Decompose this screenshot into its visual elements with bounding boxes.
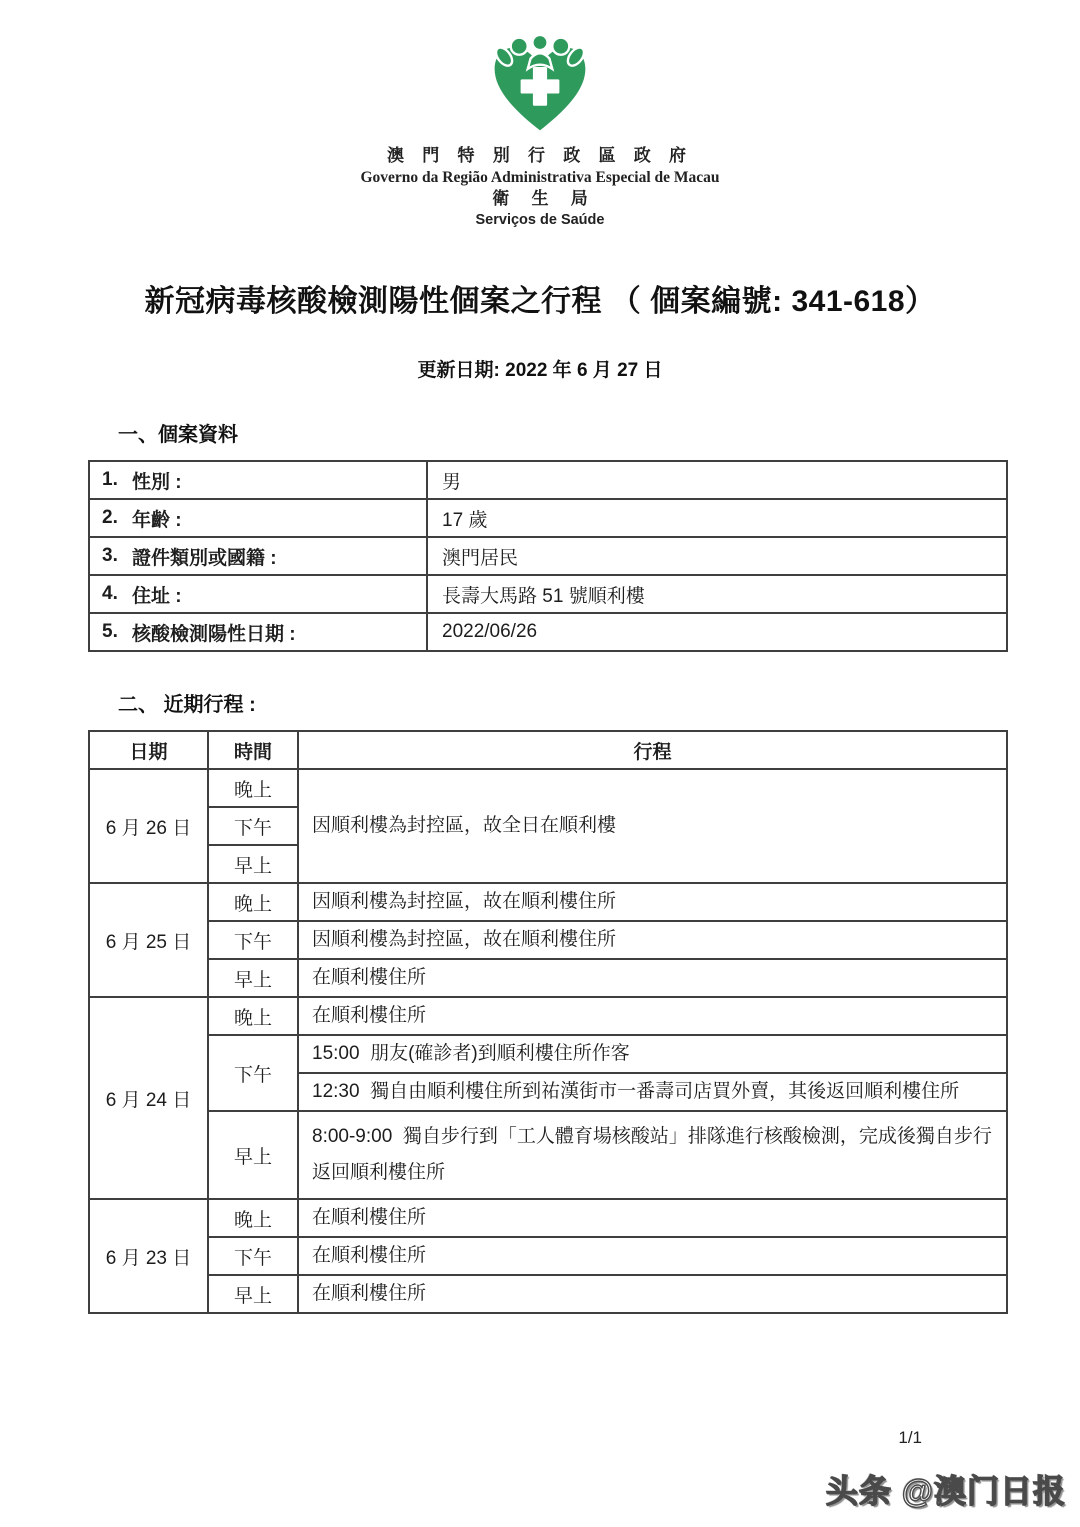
time-cell: 晚上 [208,769,298,807]
health-bureau-heart-logo [481,33,599,137]
health-bureau-name-zh: 衛 生 局 [492,189,588,208]
time-cell: 晚上 [208,883,298,921]
case-info-label: 2. 年齡 : [89,499,427,537]
table-row [89,997,1007,1035]
table-row [89,575,1007,613]
news-watermark: 头条 @澳门日报 [825,1473,1066,1509]
table-row [89,921,1007,959]
table-row [89,1199,1007,1237]
table-row [89,769,1007,807]
table-row [89,537,1007,575]
column-header-itinerary: 行程 [298,731,1007,769]
itinerary-cell: 在順利樓住所 [298,1275,1007,1313]
date-cell: 6 月 25 日 [89,883,208,997]
case-info-label: 5. 核酸檢測陽性日期 : [89,613,427,651]
case-info-value: 長壽大馬路 51 號順利樓 [427,575,1007,613]
itinerary-cell: 因順利樓為封控區，故全日在順利樓 [298,769,1007,883]
section1-heading: 一、個案資料 [118,424,238,446]
table-row [89,1111,1007,1199]
column-header-date: 日期 [89,731,208,769]
table-row [89,959,1007,997]
date-cell: 6 月 26 日 [89,769,208,883]
itinerary-cell: 8:00-9:00 獨自步行到「工人體育場核酸站」排隊進行核酸檢測，完成後獨自步行返回順利樓住所 [298,1111,1007,1199]
time-cell: 早上 [208,959,298,997]
government-name-pt: Governo da Região Administrativa Especial de Macau [360,169,720,186]
itinerary-cell: 因順利樓為封控區，故在順利樓住所 [298,883,1007,921]
case-info-label: 4. 住址 : [89,575,427,613]
itinerary-cell: 在順利樓住所 [298,1237,1007,1275]
government-name-zh: 澳 門 特 別 行 政 區 政 府 [387,146,693,165]
update-date: 更新日期: 2022 年 6 月 27 日 [417,360,663,381]
table-row [89,1035,1007,1073]
table-row [89,1275,1007,1313]
time-cell: 晚上 [208,1199,298,1237]
date-cell: 6 月 24 日 [89,997,208,1199]
itinerary-cell: 在順利樓住所 [298,997,1007,1035]
time-cell: 下午 [208,1237,298,1275]
time-cell: 早上 [208,1111,298,1199]
case-info-value: 2022/06/26 [427,613,1007,651]
table-row [89,613,1007,651]
itinerary-cell: 15:00 朋友(確診者)到順利樓住所作客 [298,1035,1007,1073]
section2-heading: 二、 近期行程 : [118,694,256,716]
table-row [89,499,1007,537]
health-bureau-name-pt: Serviços de Saúde [475,212,605,228]
itinerary-cell: 因順利樓為封控區，故在順利樓住所 [298,921,1007,959]
itinerary-table [88,730,1008,1314]
time-cell: 晚上 [208,997,298,1035]
time-cell: 早上 [208,845,298,883]
case-info-label: 1. 性別 : [89,461,427,499]
time-cell: 下午 [208,1035,298,1111]
time-cell: 下午 [208,921,298,959]
case-info-label: 3. 證件類別或國籍 : [89,537,427,575]
itinerary-cell: 在順利樓住所 [298,959,1007,997]
case-info-table [88,460,1008,652]
date-cell: 6 月 23 日 [89,1199,208,1313]
table-row [89,883,1007,921]
table-row [89,1237,1007,1275]
itinerary-cell: 12:30 獨自由順利樓住所到祐漢街市一番壽司店買外賣，其後返回順利樓住所 [298,1073,1007,1111]
case-info-value: 男 [427,461,1007,499]
page-title: 新冠病毒核酸檢測陽性個案之行程 （ 個案編號: 341-618） [144,285,936,318]
case-info-value: 澳門居民 [427,537,1007,575]
time-cell: 早上 [208,1275,298,1313]
table-row [89,461,1007,499]
itinerary-cell: 在順利樓住所 [298,1199,1007,1237]
table-header-row [89,731,1007,769]
column-header-time: 時間 [208,731,298,769]
case-info-value: 17 歲 [427,499,1007,537]
page-number: 1/1 [898,1428,922,1447]
time-cell: 下午 [208,807,298,845]
